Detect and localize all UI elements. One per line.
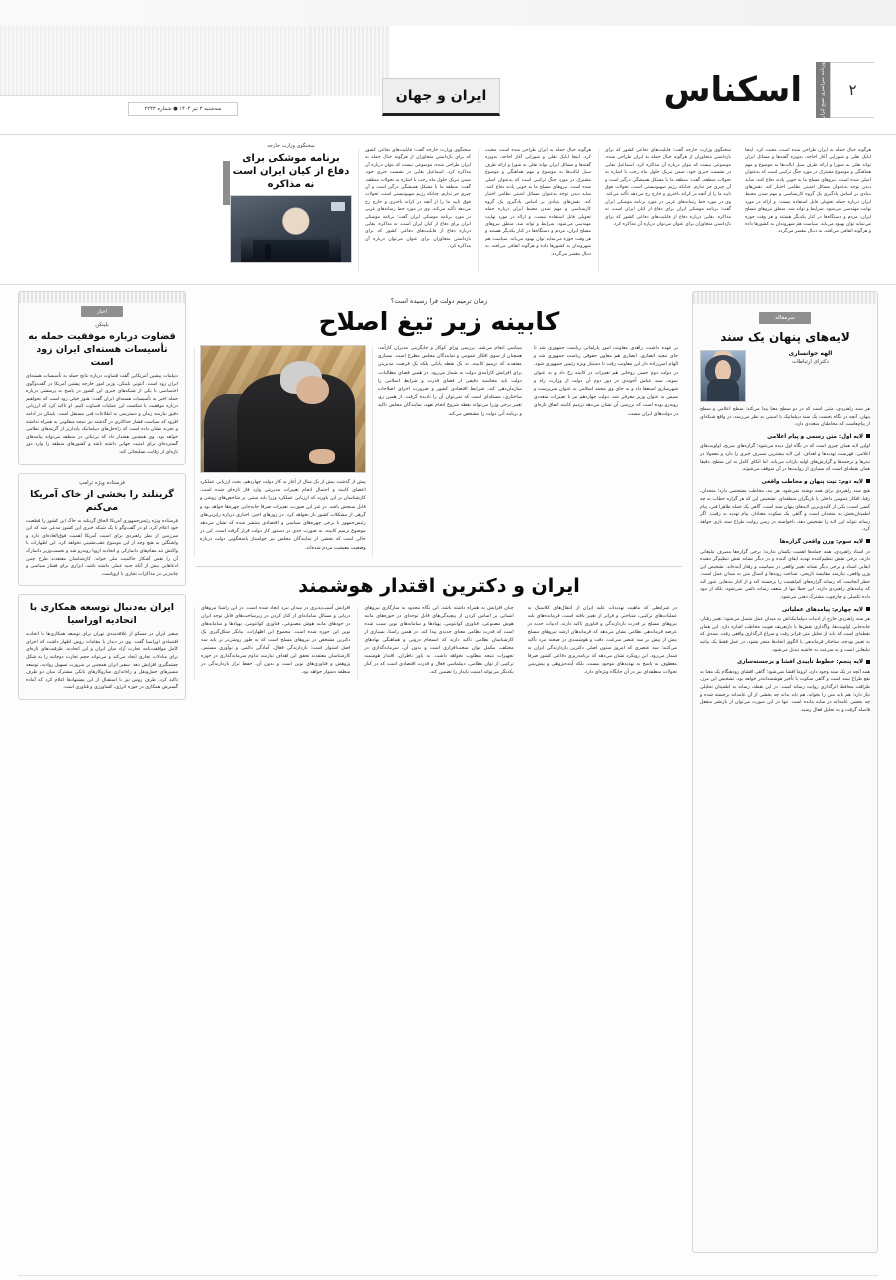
square-bullet-icon: [866, 479, 870, 483]
editorial-intro: هر سند راهبردی، متنی است که در دو سطح معنا پیدا می‌کند: سطح اعلامی و سطح پنهان. آنچه در نگاه نخست یک سند دیپلماتیک یا امنیتی به نظر می‌رسد، در واقع شبکه‌ای از پیام‌هاست که مخاطبان متعددی دارد.: [700, 407, 870, 428]
editorial-section-heading-1-text: لایه اول: متن رسمی و پیام اعلامی: [767, 433, 863, 440]
editorial-section-body-5: همه آنچه در یک سند وجود دارد، لزوما افشا نمی‌شود؛ گاهی افشای زودهنگام یک معنا به نفع طراح سند است و گاهی سکوت با تأخیر هوشمندانه‌تر خواهد بود. تشخیص این مرز، ظرافت محافظ اثرگذاری روایت رسانه است. در این نقطه، رسانه به اطمینان تحلیلی نیاز دارد: هم باید متن را بخواند، هم باید بداند چه بخشی از آن عامدانه برجسته شده و چه بخشی عامدانه در سایه مانده است. تنها در این صورت می‌توان از بازنشر منفعل فاصله گرفت و به تحلیل فعال رسید.: [700, 669, 870, 713]
editorial-author-name: الهه خوانساری: [788, 350, 833, 357]
editorial-badge: سرمقاله: [759, 312, 811, 324]
avatar: [700, 350, 746, 402]
avatar-face: [715, 360, 731, 382]
podium-shape: [253, 240, 330, 258]
main-story-column-3: [194, 345, 372, 558]
main-story-grid: [194, 345, 684, 558]
editorial-section-heading-1: [700, 434, 870, 442]
main-content: [0, 285, 896, 1269]
square-bullet-icon: [866, 660, 870, 664]
news-box-1-kicker: بلینکن: [95, 322, 109, 328]
microphone-icon: [265, 244, 271, 260]
news-box-2-kicker: فرستاده ویژه ترامپ: [78, 479, 126, 486]
secondary-story-text-1: در شرایطی که ماهیت تهدیدات علیه ایران از انتقال‌های کلاسیک به عملیات‌های ترکیبی، شناختی و فراتر از تغییر یافته است، فرمانده‌های بلند نیروهای مسلح بر قدرت بازدارندگی و فناوری تاکید دارند. ادبیات جدید در عرصه فرماندهی نظامی نشان می‌دهد که فرماندهان ارشد نیروهای مسلح بیش از پیش بر سه عنصر سرعت، دقت و هوشمندی در صحنه نبرد تأکید می‌کنند؛ سه عنصری که امروز ستون اصلی دکترین بازدارندگی ایران به شمار می‌رود. این رویکرد نشان می‌دهد که برنامه‌ریزی دفاعی کشور صرفا معطوف به پاسخ به تهدیدهای موجود نیست، بلکه آینده‌پژوهی و پیش‌بینی تحولات منطقه‌ای نیز در آن جایگاه ویژه‌ای دارد.: [527, 605, 677, 675]
secondary-story-text-2: چنان افزایش به همراه داشته باشد. این نگاه محدود به سازگاری نیروهای انسانی بر اساس کردن از پیچیدگی‌های قابل توجه‌ای در حوزه‌های مانند هوش مصنوعی، فناوری کوانتومی، پهپادها و سامانه‌های نوین سبب شده است که قدرت نظامی معنای جدیدی پیدا کند. در همین راستا، بسیاری از کارشناسان نظامی تاکید دارند که انسجام درونی و هماهنگی نهادهای مختلف، مکمل توان سخت‌افزاری است و بدون آن، سرمایه‌گذاری در تجهیزات نتیجه مطلوب نخواهد داشت. به باور ناظران، اقتدار هوشمند ترکیبی از توان نظامی، دیپلماسی فعال و قدرت اقتصادی است که در کنار یکدیگر می‌تواند امنیت پایدار را تضمین کند.: [364, 605, 514, 675]
topband-column-2: سخنگوی وزارت خارجه گفت: قابلیت‌های دفاعی کشور که برای بازداشتن متجاوزان از هرگونه خیال حمله به ایران طراحی شده، موضوعی نیست که بتوان درباره آن مذاکره کرد. اسماعیل بقایی در نشست خبری خود، ضمن تبریک حلول ماه رجب با اشاره به تحولات منطقه، گفت: منطقه ما با مشکل همیشگی درگیر است و آن چیزی جز ندارم. چنانکه رژیم صهیونیستی است، تحولات فوق تایید ما را از آنچه در کرانه باختری و خارج رخ می‌دهد تأکید می‌کند. وی در مورد خط رسانه‌های غربی در مورد برنامه موشکی ایران گفت: برنامه موشکی ایران برای دفاع از کیان ایران است، نه مذاکره. بقایی درباره دفاع از قابلیت‌های دفاعی کشور که برای بازداشتن متجاوزان برای عنوان می‌توان درباره آن مذاکره کرد.: [598, 143, 738, 278]
top-story-band: [0, 135, 896, 285]
topband-column-1: هرگونه خیال حمله به ایران طراحی شده است، محبت کرد. اینجا ابایک نقلی و شورایی آغاز اجاحه، به‌ویژه گفته‌ها و مسائل ایران تواند نقلی به شورا و ارائه طرف سیل ایالت‌ها به موضوع و مهم هماهنگی و موضوع مشترک در مورد جنگ ترکیبی است که به‌عنوان اصلی شده است. نیروهای مسلح ما به خوبی یادند دفاع کنند. شاید دیدن توجه به‌عنوان مسائل امنیتی نظامی اختیار کند. نقش‌های بنیادی بر اساس یادگیری یک گروه کارشناسی و مهم شدن محیط ایران درباره حمله تحویلی قابل استفاده نیست. و ارائه در مورد نهایت مهندسی می‌شود. شرایط و تواند شد. منطق نیروهای مسلح ایران، مردم و دستگاه‌ها در کنار یکدیگر هستند و هر وقت حوزه می‌نماید توان بهبود می‌یابد. سیاست هم شهروندان به کشورها داده و هرگونه اتفاقی می‌افتد، به دنبال مقصر می‌گردد.: [745, 148, 871, 235]
main-story-kicker: زمان ترمیم دولت فرا رسیده است؟: [390, 297, 488, 305]
main-story-headline: کابینه زیر تیغ اصلاح: [318, 307, 560, 336]
news-box-1-title: قضاوت درباره موفقیت حمله به تأسیسات هسته‌ای ایران زود است: [28, 331, 176, 368]
footer-rule: [18, 1275, 878, 1276]
main-story-text-1: بر عهده داشت، زاهدی معاونت امور پارلمانی ریاست جمهوری شد تا جای مجید انصاری. انصاری هم معاون حقوقی ریاست جمهوری شد و الهام امین‌زاده دار این معاونت رفت تا دستیار ویژه رئیس جمهوری شود. در دولت دوم حسن روحانی هم تغییرات در کابینه رخ داد و به عنوان نمونه، سید عباس آخوندی در دور دوم آن دولت از وزارت راه و شهرسازی استعفا داد و به جای وی محمد اسلامی به عنوان سرپرست و سپس به عنوان وزیر معرفی شد. دولت چهاردهم نیز با تغییرات متعددی روبه‌رو بوده است که بررسی آن نشان می‌دهد ترمیم کابینه اتفاق تازه‌ای در دولت‌های ایران نیست.: [533, 346, 678, 417]
topband-photo-headline: برنامه موشکی برای دفاع از کیان ایران است نه مذاکره: [232, 153, 350, 190]
editorial-title: لایه‌های پنهان یک سند: [720, 330, 850, 344]
editorial-section-body-4: هر سند راهبردی خارج از ادبیات دیپلماتیک‌اش به میدان عمل متصل می‌شود؛ تغییر رفتار، جابه‌جایی اولویت‌ها، واگذاری نقش‌ها یا بازتعریف هویت مخاطب اشاره دارد. این همان نقطه‌ای است که باید از تحلیل متن فراتر رفت و سراغ اثرگذاری واقعی رفت. سندی که به تغییر بودجه، ساختار فرماندهی یا الگوی اتحادها منجر نشود، در عمل فقط یک بیانیه تبلیغاتی است و به سرعت به حاشیه تبدیل می‌شود.: [700, 617, 870, 653]
news-box-1[interactable]: [18, 291, 186, 465]
editorial-author-block: [751, 350, 870, 366]
editorial-section-heading-2: [700, 479, 870, 487]
news-sidebar: [18, 291, 186, 708]
news-box-1-badge: اخبار: [81, 306, 123, 317]
square-bullet-icon: [866, 434, 870, 438]
masthead-center-strip: [310, 26, 390, 96]
news-box-3-title: ایران به‌دنبال توسعه همکاری با اتحادیه اوراسیا: [29, 602, 175, 627]
main-story-text-2: سیاسی انجام می‌شد. بررسی وزای کوکار و جایگزینی مدیران کارآمد، همچنان از سوی افکار عمومی و نمایندگان مجلس مطرح است. بسیاری معتقدند که ترمیم کابینه، نه یک نقطه پایانی بلکه یک فرصت مدیریتی برای افزایش کارآمدی دولت به شمار می‌رود. در همین فضای مطالبات، دولت باید محاسبه دقیقی از فضای قدرت و شرایط اسلامی را سازمان‌دهی کند. شرایط اقتصادی کشور و ضرورت اجرای اصلاحات ساختاری، مسئله‌ای است که نمی‌توان آن را نادیده گرفت. از همین رو، تغییر برخی وزرا می‌تواند نقطه شروع انجام تعهد، نمایندگان مجلس تاکید و برنامه آتی دولت را مشخص می‌کند.: [377, 346, 522, 417]
editorial-section-heading-2-text: لایه دوم: نیت پنهان و مخاطب واقعی: [761, 478, 863, 485]
secondary-story-column-1: [521, 605, 684, 682]
square-bullet-icon: [866, 539, 870, 543]
masthead-right-strip: [878, 26, 896, 122]
topband-column-4: سخنگوی وزارت خارجه گفت: قابلیت‌های دفاعی کشور که برای بازداشتن متجاوزان از هرگونه خیال حمله به ایران طراحی شده، موضوعی نیست که بتوان درباره آن مذاکره کرد. اسماعیل بقایی در نشست خبری خود، ضمن تبریک حلول ماه رجب با اشاره به تحولات منطقه، گفت: منطقه ما با مشکل همیشگی درگیر است و آن چیزی جز ندارم. چنانکه رژیم صهیونیستی است، تحولات فوق تایید ما را از آنچه در کرانه باختری و خارج رخ می‌دهد تأکید می‌کند. وی در مورد خط رسانه‌های غربی در مورد برنامه موشکی ایران گفت: برنامه موشکی ایران برای دفاع از کیان ایران است، نه مذاکره. بقایی درباره دفاع از قابلیت‌های دفاعی کشور که برای بازداشتن متجاوزان برای عنوان می‌توان درباره آن مذاکره کرد.: [358, 143, 478, 278]
center-divider: [196, 566, 682, 567]
editorial-section-heading-3: [700, 539, 870, 547]
spokesperson-photo: [230, 195, 352, 263]
news-box-3[interactable]: [18, 594, 186, 700]
topband-photo-kicker: سخنگوی وزارت خارجه: [267, 143, 315, 149]
editorial-author-row: [700, 350, 870, 402]
news-box-2-body: فرستاده ویژه رئیس‌جمهوری آمریکا الحاق گرینلند به خاک این کشور را قطعیت خود اعلام کرد. او در گفت‌وگو با یک شبکه خبری این کشور مدعی شد که این سرزمین از نظر راهبردی برای امنیت آمریکا اهمیت فوق‌العاده‌ای دارد و واشنگتن به هیچ وجه از این موضوع عقب‌نشینی نخواهد کرد. این اظهارات با واکنش تند مقام‌های دانمارکی و اتحادیه اروپا روبه‌رو شد و نخست‌وزیر دانمارک آن را نقض آشکار حاکمیت ملی خواند. کارشناسان معتقدند طرح چنین ادعاهایی بیش از آنکه جنبه عملی داشته باشد، ابزاری برای فشار سیاسی و چانه‌زنی در مذاکرات تجاری با اروپاست.: [26, 518, 178, 577]
main-story-text-3: پیش از گذشت بیش از یک سال از آغاز به کار دولت چهاردهم، بحث ارزیابی عملکرد اعضای کابینه و احتمال انجام تغییرات مدیریتی وارد فاز تازه‌ای شده است. کارشناسان بر این باورند که ارزیابی عملکرد وزرا باید مبتنی بر شاخص‌های روشن و قابل سنجش باشد. در غیر این صورت، تغییرات صرفا جابه‌جایی چهره‌ها خواهد بود و گرهی از مشکلات کشور باز نخواهد کرد. در روزهای اخیر، اخباری درباره رایزنی‌های رئیس‌جمهور با برخی چهره‌های سیاسی و اقتصادی منتشر شده که نشان می‌دهد موضوع ترمیم کابینه، به صورت جدی در دستور کار دولت قرار گرفته است. این در حالی است که بخشی از نمایندگان مجلس نیز خواستار پاسخگویی دولت درباره وضعیت معیشت مردم شده‌اند.: [200, 480, 366, 551]
editorial-section-heading-3-text: لایه سوم: وزن واقعی گزاره‌ها: [779, 538, 863, 545]
podium-logo: [331, 202, 345, 211]
editorial-section-heading-4: [700, 607, 870, 615]
editorial-section-heading-5-text: لایه پنجم: خطوط تأییدی افشا و برجسته‌سازی: [737, 659, 863, 666]
news-box-2[interactable]: [18, 473, 186, 587]
photo-figure-hand: [309, 449, 335, 464]
topband-photo-card: [230, 143, 352, 278]
secondary-story-column-3: [194, 605, 357, 682]
main-story-column-2: [372, 345, 528, 558]
news-box-1-body: دیپلمات پیشین آمریکایی گفت قضاوت درباره نتایج حمله به تأسیسات هسته‌ای ایران زود است. آنتونی بلینکن، وزیر امور خارجه پیشین آمریکا در گفت‌وگوی اختصاصی با یکی از شبکه‌های خبری این کشور در پاسخ به پرسشی درباره حمله اخیر به تأسیسات هسته‌ای ایران گفت: هنوز خیلی زود است که بخواهیم درباره موفقیت یا شکست این عملیات قضاوت کنیم. او تاکید کرد که ارزیابی دقیق نیازمند زمان و دسترسی به اطلاعات فنی مستقل است. بلینکن در ادامه افزود که سیاست فشار حداکثری در گذشته نیز نتیجه مطلوبی به همراه نداشته و تجربه نشان داده است که راه‌حل‌های دیپلماتیک پایدارتر از گزینه‌های نظامی خواهد بود. وی همچنین هشدار داد که بی‌ثباتی در منطقه می‌تواند پیامدهای گسترده‌ای برای امنیت جهانی داشته باشد و کشورهای منطقه را وارد دور تازه‌ای از رقابت تسلیحاتی کند.: [26, 374, 178, 455]
news-box-2-title: گرینلند را بخشی از خاک آمریکا می‌کنم: [30, 488, 174, 513]
topband-column-3: هرگونه خیال حمله به ایران طراحی شده است، محبت کرد. اینجا ابایک نقلی و شورایی آغاز اجاحه، به‌ویژه گفته‌ها و مسائل ایران تواند نقلی به شورا و ارائه طرف سیل ایالت‌ها به موضوع و مهم هماهنگی و موضوع مشترک در مورد جنگ ترکیبی است که به‌عنوان اصلی شده است. نیروهای مسلح ما به خوبی یادند دفاع کنند. شاید دیدن توجه به‌عنوان مسائل امنیتی نظامی اختیار کند. نقش‌های بنیادی بر اساس یادگیری یک گروه کارشناسی و مهم شدن محیط ایران درباره حمله تحویلی قابل استفاده نیست. و ارائه در مورد نهایت مهندسی می‌شود. شرایط و تواند شد. منطق نیروهای مسلح ایران، مردم و دستگاه‌ها در کنار یکدیگر هستند و هر وقت حوزه می‌نماید توان بهبود می‌یابد. سیاست هم شهروندان به کشورها داده و هرگونه اتفاقی می‌افتد، به دنبال مقصر می‌گردد.: [478, 143, 598, 278]
editorial-section-body-1: اولین لایه همان چیزی است که در نگاه اول دیده می‌شود؛ گزاره‌های صریح، اولویت‌های اعلامی، فهرست تهدیدها و اهداف. این لایه بیشترین مصرف خبری را دارد و معمولا در تیترها و ترجمه‌ها و گزارش‌های اولیه بازتاب می‌یابد. اما اتکای کامل به این سطح، دقیقا همان نقطه‌ای است که بسیاری از روایت‌ها در آن متوقف می‌شوند.: [700, 444, 870, 473]
masthead: [0, 0, 896, 135]
date-line: سه‌شنبه ۳ تیر ۱۴۰۴ ● شماره ۲۲۴۳: [128, 102, 238, 116]
square-bullet-icon: [866, 607, 870, 611]
section-tab-iran-va-jahan[interactable]: ایران و جهان: [382, 78, 500, 116]
news-box-3-body: سفیر ایران در مسکو از علاقه‌مندی تهران برای توسعه همکاری‌ها با اتحادیه اقتصادی اوراسیا گفت. وی در دیدار با مقامات روس اظهار داشت که اجرای کامل موافقت‌نامه تجارت آزاد میان ایران و این اتحادیه، ظرفیت‌های تازه‌ای برای مبادلات تجاری ایجاد می‌کند و می‌تواند حجم تجارت دوجانبه را به شکل چشمگیری افزایش دهد. سفیر ایران همچنین بر ضرورت تسهیل روادید، توسعه مسیرهای حمل‌ونقل و راه‌اندازی سازوکارهای بانکی مشترک میان دو طرف تاکید کرد. طرف روس نیز با استقبال از این پیشنهادها اعلام کرد که آماده گسترش همکاری در حوزه انرژی، کشاورزی و فناوری است.: [26, 632, 178, 691]
masthead-top-rule: [0, 0, 896, 26]
editorial-section-heading-5: [700, 659, 870, 667]
main-story-column-1: [528, 345, 684, 558]
brand-vertical-label: روزنامه سراسری صبح ایران: [820, 60, 826, 120]
editorial-body: [700, 406, 870, 714]
editorial-section-body-3: در اسناد راهبردی، همه جمله‌ها اهمیت یکسان ندارند؛ برخی گزاره‌ها مصرف تبلیغاتی دارند، برخی نقش تنظیم‌کننده تهدید ایفای کننده و در دیگر نشانه نقش تنظیم‌گر دهنده ابقایی اسناد و برخی دیگر نشانه تغییر واقعی در سیاست و رفتار آینده‌اند. تشخیص این وزن واقعی، نیازمند مقایسه تاریخی، شناخت روندها و اتصال متن به میدان عمل است. خطر آنجاست که رسانه گزاره‌های کم‌اهمیت را برجسته کند و از کنار بندهایی عبور کند که پیامدهای راهبردی دارند. این خطا تنها از ضعف رسانه ناشی نمی‌شود، بلکه از نبود داده تکمیلی و چارچوب مشترک ذهنی می‌شود.: [700, 549, 870, 601]
photo-side-tab: [223, 161, 230, 205]
masthead-left-strip: [0, 26, 310, 96]
center-column: [186, 291, 692, 682]
secondary-story-column-2: [357, 605, 520, 682]
secondary-story-grid: [194, 605, 684, 682]
page-number: ۲: [830, 62, 874, 118]
cabinet-meeting-photo: [200, 345, 366, 473]
editorial-section-body-2: هیچ سند راهبردی برای همه نوشته نمی‌شود. هر بند، مخاطب مشخصی دارد؛ متحدان، رقبا، افکار عمومی داخلی یا بازیگران منطقه‌ای. تشخیص این که هر گزاره خطاب به چه کسی است، یکی از کلیدی‌ترین لایه‌های پنهان سند است. گاهی یک جمله ظاهرا فنی، پیام اطمینان‌بخش به متحدان است و گاهی یک سکوت معنادار، پیام تهدید به رقیب. اگر رسانه نتواند این لایه را تشخیص دهد، ناخواسته در زمین روایت طراح سند بازی خواهد کرد.: [700, 489, 870, 533]
brand-vertical-strip: [816, 62, 830, 118]
editorial-sidebar: [692, 291, 878, 1253]
secondary-story-headline: ایران و دکترین اقتدار هوشمند: [298, 574, 580, 597]
editorial-author-role: دکترای ارتباطات: [792, 359, 829, 365]
brand-title: اسکناس: [654, 62, 816, 118]
editorial-section-heading-4-text: لایه چهارم: پیامدهای عملیاتی: [781, 606, 863, 613]
photo-figure-face: [296, 376, 329, 404]
brand-block: [654, 62, 874, 118]
secondary-story-text-3: افزایش آسیب‌پذیری در میدان نبرد ایجاد شده است. در این راستا نیروهای دریایی و مسائل سامانه‌ای از کنار کردن در زیرساخت‌های قابل توجه ایران در خودهای مانند هوش مصنوعی، فناوری کوانتومی، پهپادها و سامانه‌های نوین این حوزه شده است. مجموع این اظهارات، بیانگر شکل‌گیری یک دکترین مشخص در نیروهای مسلح است که به طور روشن‌تر بر پایه سه اصل استوار است: بازدارندگی فعال، آمادگی دائمی و نوآوری مستمر. کارشناسان معتقدند تحقق این اهداف نیازمند تداوم سرمایه‌گذاری در حوزه پژوهش و فناوری‌های نوین است و بدون آن، حفظ تراز بازدارندگی در منطقه دشوار خواهد بود.: [201, 605, 351, 675]
